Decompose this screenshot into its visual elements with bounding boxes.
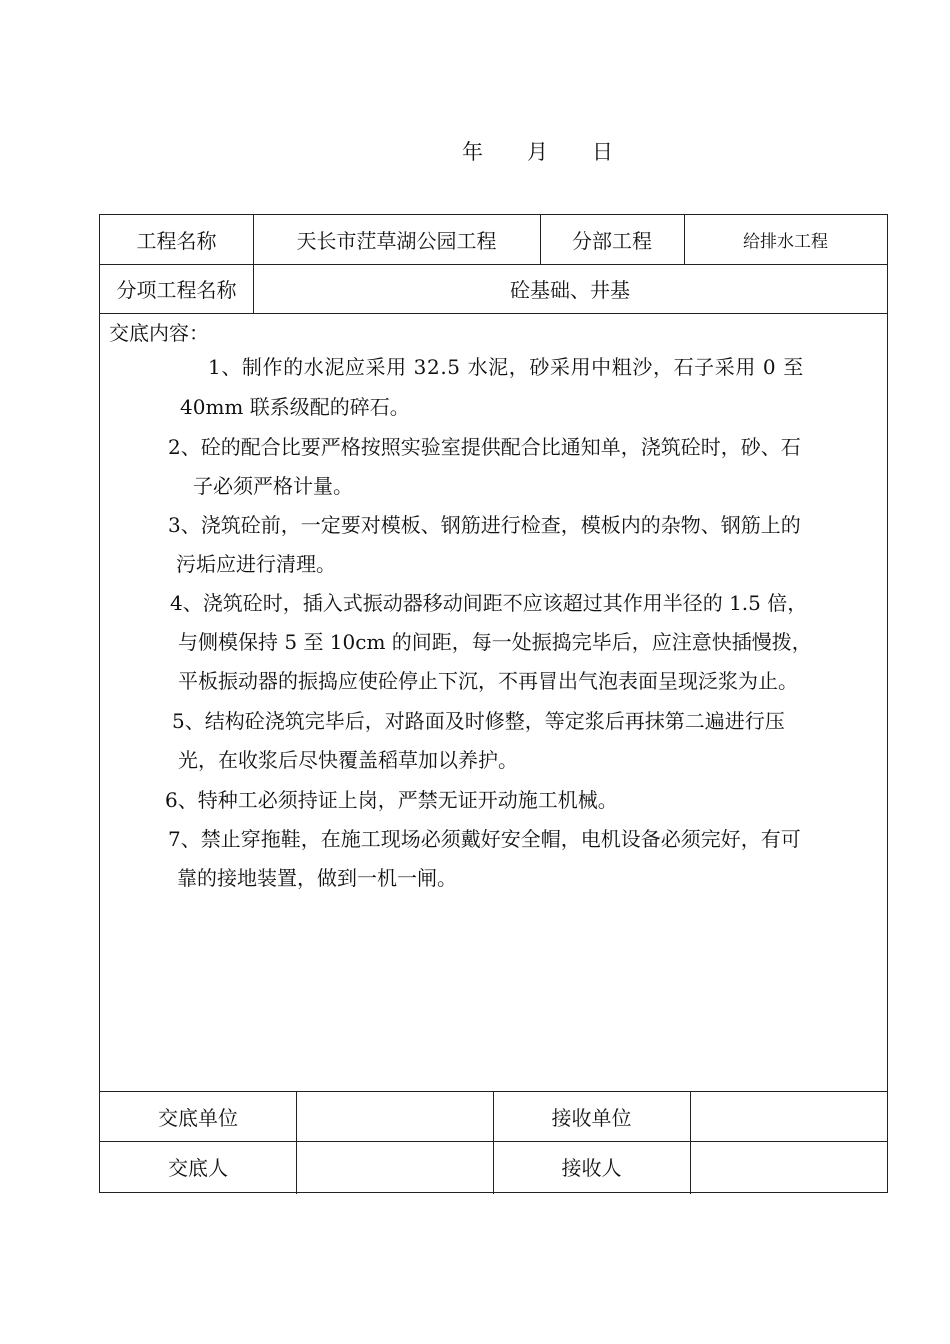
- content-line: 靠的接地装置，做到一机一闸。: [177, 866, 457, 890]
- content-item-1: [208, 348, 804, 387]
- handover-unit-field[interactable]: [296, 1091, 493, 1141]
- receiving-unit-label: 接收单位: [551, 1105, 632, 1130]
- content-item-6: [165, 781, 618, 820]
- content-line: 4、浇筑砼时，插入式振动器移动间距不应该超过其作用半径的 1.5 倍，: [170, 591, 808, 615]
- content-line: 光，在收浆后尽快覆盖稻草加以养护。: [178, 748, 518, 772]
- subitem-label: 分项工程名称: [116, 278, 237, 302]
- content-line: 40mm 联系级配的碎石。: [180, 395, 410, 419]
- content-item-5: [172, 702, 785, 780]
- project-name-value: 天长市茳草湖公园工程: [296, 229, 497, 253]
- division-label: 分部工程: [572, 229, 652, 253]
- project-name-label: 工程名称: [136, 229, 217, 253]
- handover-person-field[interactable]: [296, 1141, 493, 1192]
- content-item-1-cont: [180, 388, 410, 427]
- content-line: 平板振动器的振捣应使砼停止下沉，不再冒出气泡表面呈现泛浆为止。: [178, 669, 798, 693]
- content-item-3: [168, 506, 801, 584]
- date-year: 年: [462, 140, 483, 164]
- content-item-2-cont: [193, 467, 353, 506]
- content-line: 5、结构砼浇筑完毕后，对路面及时修整，等定浆后再抹第二遍进行压: [172, 709, 785, 733]
- date-line: [462, 136, 613, 166]
- date-day: 日: [592, 140, 613, 164]
- content-item-4: [170, 584, 812, 701]
- content-line: 3、浇筑砼前，一定要对模板、钢筋进行检查，模板内的杂物、钢筋上的: [168, 513, 801, 537]
- handover-person-label: 交底人: [168, 1156, 228, 1180]
- content-item-7: [168, 820, 801, 898]
- content-item-2: [168, 428, 801, 467]
- receiver-field[interactable]: [690, 1141, 887, 1192]
- content-line: 污垢应进行清理。: [176, 552, 336, 576]
- content-line: 与侧模保持 5 至 10cm 的间距，每一处振捣完毕后，应注意快插慢拨，: [178, 630, 812, 654]
- content-line: 6、特种工必须持证上岗，严禁无证开动施工机械。: [165, 788, 618, 812]
- subitem-value: 砼基础、井基: [510, 278, 630, 302]
- receiving-unit-field[interactable]: [690, 1091, 887, 1141]
- row-divider: [100, 313, 887, 314]
- handover-table: [99, 214, 888, 1193]
- division-value: 给排水工程: [743, 232, 828, 252]
- date-month: 月: [527, 140, 548, 164]
- handover-unit-label: 交底单位: [158, 1105, 238, 1130]
- content-line: 子必须严格计量。: [193, 474, 353, 498]
- content-line: 2、砼的配合比要严格按照实验室提供配合比通知单，浇筑砼时，砂、石: [168, 435, 801, 459]
- receiver-label: 接收人: [561, 1156, 622, 1180]
- content-line: 7、禁止穿拖鞋，在施工现场必须戴好安全帽，电机设备必须完好，有可: [168, 827, 801, 851]
- content-line: 1、制作的水泥应采用 32.5 水泥，砂采用中粗沙，石子采用 0 至: [208, 355, 804, 379]
- content-label: 交底内容：: [109, 321, 209, 345]
